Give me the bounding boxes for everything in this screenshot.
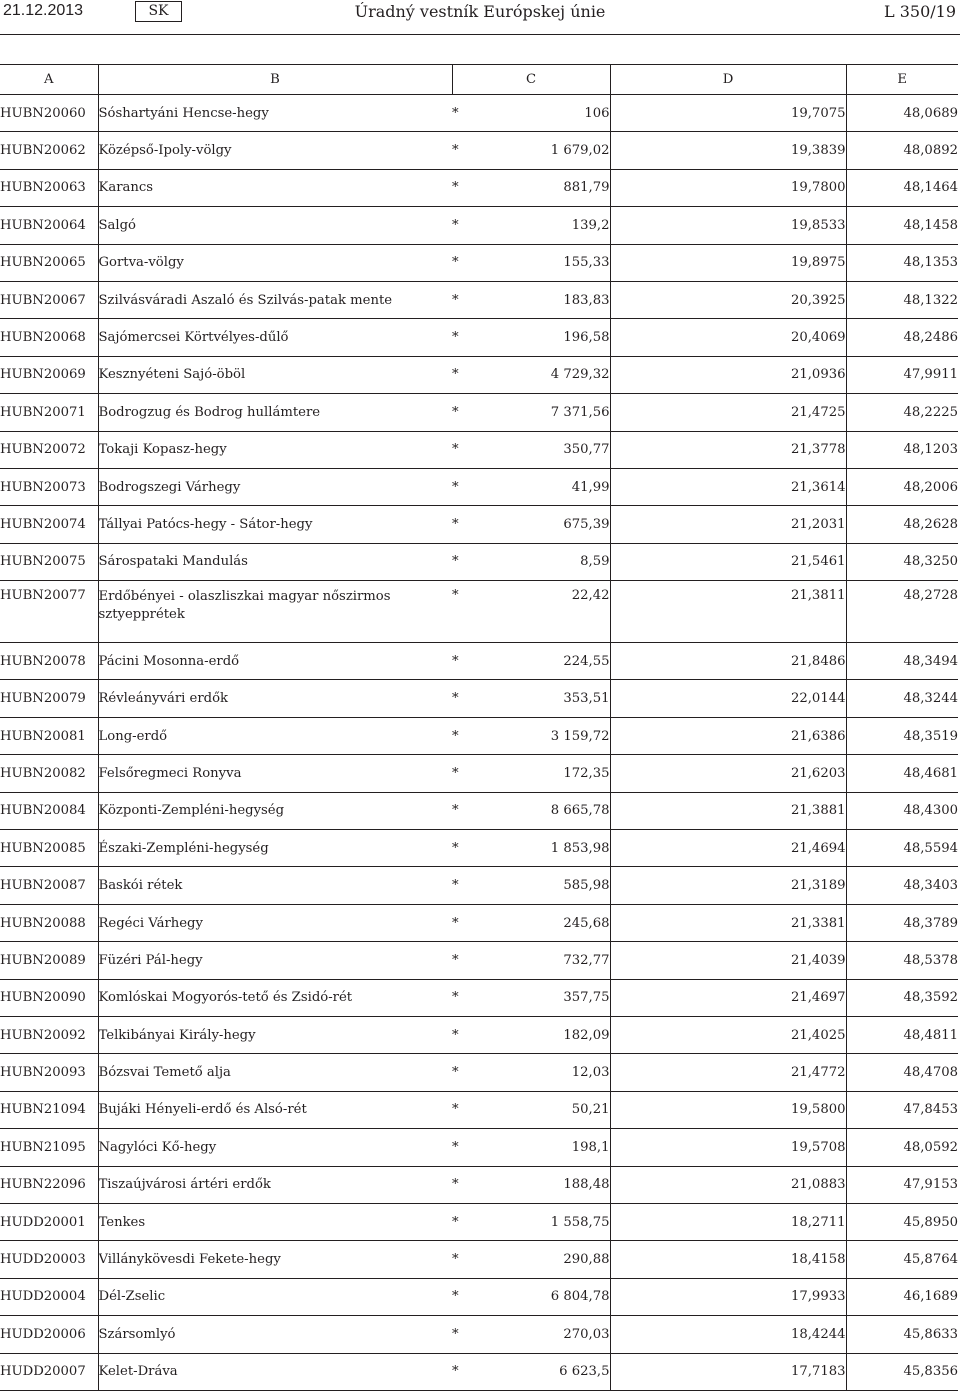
site-code: HUBN20074 — [0, 506, 98, 543]
site-longitude: 21,8486 — [610, 643, 846, 680]
site-longitude: 21,6386 — [610, 717, 846, 754]
site-area: 6 623,5 — [482, 1353, 610, 1390]
priority-marker: * — [452, 1016, 482, 1053]
table-row — [0, 717, 958, 754]
site-latitude: 48,1203 — [846, 431, 958, 468]
site-latitude: 48,3519 — [846, 717, 958, 754]
priority-marker: * — [452, 1316, 482, 1353]
priority-marker: * — [452, 543, 482, 580]
site-code: HUBN20063 — [0, 169, 98, 206]
site-longitude: 19,5708 — [610, 1129, 846, 1166]
site-name: Sajómercsei Körtvélyes-dűlő — [98, 319, 452, 356]
site-latitude: 48,0892 — [846, 132, 958, 169]
table-row — [0, 1203, 958, 1240]
table-row — [0, 468, 958, 505]
site-name: Szilvásváradi Aszaló és Szilvás-patak mente — [98, 281, 452, 318]
priority-marker: * — [452, 431, 482, 468]
site-area: 155,33 — [482, 244, 610, 281]
site-latitude: 48,4811 — [846, 1016, 958, 1053]
site-name: Felsőregmeci Ronyva — [98, 755, 452, 792]
site-name: Telkibányai Király-hegy — [98, 1016, 452, 1053]
site-name: Középső-Ipoly-völgy — [98, 132, 452, 169]
site-area: 6 804,78 — [482, 1278, 610, 1315]
site-longitude: 17,7183 — [610, 1353, 846, 1390]
priority-marker: * — [452, 394, 482, 431]
priority-marker: * — [452, 830, 482, 867]
site-code: HUDD20001 — [0, 1203, 98, 1240]
priority-marker: * — [452, 581, 482, 643]
site-latitude: 48,3244 — [846, 680, 958, 717]
priority-marker: * — [452, 356, 482, 393]
site-latitude: 48,3494 — [846, 643, 958, 680]
site-area: 41,99 — [482, 468, 610, 505]
site-name: Szársomlyó — [98, 1316, 452, 1353]
site-latitude: 48,4681 — [846, 755, 958, 792]
site-longitude: 20,3925 — [610, 281, 846, 318]
site-longitude: 17,9933 — [610, 1278, 846, 1315]
table-row — [0, 244, 958, 281]
site-name: Long-erdő — [98, 717, 452, 754]
site-area: 290,88 — [482, 1241, 610, 1278]
site-code: HUBN21094 — [0, 1091, 98, 1128]
priority-marker: * — [452, 132, 482, 169]
site-name: Tenkes — [98, 1203, 452, 1240]
site-code: HUBN20072 — [0, 431, 98, 468]
table-row — [0, 979, 958, 1016]
site-longitude: 21,4725 — [610, 394, 846, 431]
site-code: HUBN20073 — [0, 468, 98, 505]
table-row — [0, 132, 958, 169]
priority-marker: * — [452, 942, 482, 979]
table-row — [0, 394, 958, 431]
column-header-c: C — [452, 65, 610, 95]
site-latitude: 48,1322 — [846, 281, 958, 318]
table-header-row — [0, 65, 958, 95]
site-code: HUBN20081 — [0, 717, 98, 754]
site-longitude: 18,2711 — [610, 1203, 846, 1240]
site-code: HUBN20085 — [0, 830, 98, 867]
site-area: 139,2 — [482, 207, 610, 244]
site-area: 8,59 — [482, 543, 610, 580]
site-name: Dél-Zselic — [98, 1278, 452, 1315]
priority-marker: * — [452, 1353, 482, 1390]
site-code: HUBN20060 — [0, 95, 98, 132]
site-latitude: 48,4708 — [846, 1054, 958, 1091]
priority-marker: * — [452, 717, 482, 754]
site-latitude: 48,2628 — [846, 506, 958, 543]
site-area: 1 679,02 — [482, 132, 610, 169]
site-latitude: 47,9153 — [846, 1166, 958, 1203]
site-longitude: 21,0883 — [610, 1166, 846, 1203]
site-latitude: 48,1464 — [846, 169, 958, 206]
site-area: 188,48 — [482, 1166, 610, 1203]
site-longitude: 19,7800 — [610, 169, 846, 206]
site-longitude: 21,6203 — [610, 755, 846, 792]
table-row — [0, 506, 958, 543]
site-area: 8 665,78 — [482, 792, 610, 829]
site-latitude: 47,8453 — [846, 1091, 958, 1128]
priority-marker: * — [452, 319, 482, 356]
site-latitude: 48,3250 — [846, 543, 958, 580]
site-longitude: 21,3189 — [610, 867, 846, 904]
site-name: Villánykövesdi Fekete-hegy — [98, 1241, 452, 1278]
column-header-d: D — [610, 65, 846, 95]
site-name: Északi-Zempléni-hegység — [98, 830, 452, 867]
site-area: 50,21 — [482, 1091, 610, 1128]
site-area: 245,68 — [482, 904, 610, 941]
site-longitude: 21,5461 — [610, 543, 846, 580]
table-row — [0, 169, 958, 206]
site-name: Regéci Várhegy — [98, 904, 452, 941]
page-header — [0, 0, 960, 30]
site-code: HUBN20087 — [0, 867, 98, 904]
site-latitude: 48,5594 — [846, 830, 958, 867]
site-area: 182,09 — [482, 1016, 610, 1053]
site-longitude: 19,8975 — [610, 244, 846, 281]
site-latitude: 47,9911 — [846, 356, 958, 393]
site-code: HUDD20006 — [0, 1316, 98, 1353]
site-area: 22,42 — [482, 581, 610, 643]
priority-marker: * — [452, 207, 482, 244]
site-name: Nagylóci Kő-hegy — [98, 1129, 452, 1166]
table-row — [0, 431, 958, 468]
priority-marker: * — [452, 979, 482, 1016]
site-longitude: 21,4025 — [610, 1016, 846, 1053]
site-longitude: 21,4697 — [610, 979, 846, 1016]
site-longitude: 19,8533 — [610, 207, 846, 244]
site-area: 198,1 — [482, 1129, 610, 1166]
table-row — [0, 1241, 958, 1278]
site-area: 4 729,32 — [482, 356, 610, 393]
table-row — [0, 207, 958, 244]
site-area: 172,35 — [482, 755, 610, 792]
site-code: HUBN20079 — [0, 680, 98, 717]
priority-marker: * — [452, 1241, 482, 1278]
priority-marker: * — [452, 244, 482, 281]
site-name: Baskói rétek — [98, 867, 452, 904]
table-row — [0, 904, 958, 941]
priority-marker: * — [452, 1054, 482, 1091]
site-longitude: 21,4694 — [610, 830, 846, 867]
table-row — [0, 1278, 958, 1315]
site-latitude: 48,1353 — [846, 244, 958, 281]
column-header-a: A — [0, 65, 98, 95]
site-latitude: 48,4300 — [846, 792, 958, 829]
table-row — [0, 755, 958, 792]
site-latitude: 48,2225 — [846, 394, 958, 431]
table-row — [0, 356, 958, 393]
site-name: Salgó — [98, 207, 452, 244]
table-row — [0, 1166, 958, 1203]
site-area: 350,77 — [482, 431, 610, 468]
site-name: Gortva-völgy — [98, 244, 452, 281]
site-code: HUBN20067 — [0, 281, 98, 318]
journal-title: Úradný vestník Európskej únie — [354, 2, 606, 21]
table-row — [0, 792, 958, 829]
site-longitude: 19,7075 — [610, 95, 846, 132]
site-name: Sárospataki Mandulás — [98, 543, 452, 580]
site-area: 585,98 — [482, 867, 610, 904]
site-area: 1 558,75 — [482, 1203, 610, 1240]
site-code: HUBN20069 — [0, 356, 98, 393]
site-longitude: 19,3839 — [610, 132, 846, 169]
site-longitude: 19,5800 — [610, 1091, 846, 1128]
priority-marker: * — [452, 1278, 482, 1315]
site-latitude: 45,8356 — [846, 1353, 958, 1390]
site-name: Bujáki Hényeli-erdő és Alsó-rét — [98, 1091, 452, 1128]
site-longitude: 18,4244 — [610, 1316, 846, 1353]
site-code: HUBN20078 — [0, 643, 98, 680]
site-area: 353,51 — [482, 680, 610, 717]
table-row — [0, 543, 958, 580]
site-name: Sóshartyáni Hencse-hegy — [98, 95, 452, 132]
site-latitude: 48,2006 — [846, 468, 958, 505]
site-longitude: 20,4069 — [610, 319, 846, 356]
priority-marker: * — [452, 1129, 482, 1166]
site-code: HUBN20084 — [0, 792, 98, 829]
site-code: HUBN20062 — [0, 132, 98, 169]
site-name: Kelet-Dráva — [98, 1353, 452, 1390]
table-row — [0, 867, 958, 904]
site-code: HUBN20082 — [0, 755, 98, 792]
site-latitude: 48,5378 — [846, 942, 958, 979]
site-code: HUBN20089 — [0, 942, 98, 979]
site-code: HUBN21095 — [0, 1129, 98, 1166]
site-code: HUBN20068 — [0, 319, 98, 356]
priority-marker: * — [452, 281, 482, 318]
site-code: HUBN20093 — [0, 1054, 98, 1091]
site-name: Karancs — [98, 169, 452, 206]
site-latitude: 46,1689 — [846, 1278, 958, 1315]
site-latitude: 48,0689 — [846, 95, 958, 132]
table-row — [0, 1353, 958, 1390]
table-row — [0, 281, 958, 318]
table-row — [0, 680, 958, 717]
site-area: 7 371,56 — [482, 394, 610, 431]
site-code: HUBN20064 — [0, 207, 98, 244]
site-name: Tokaji Kopasz-hegy — [98, 431, 452, 468]
table-row — [0, 581, 958, 643]
table-row — [0, 1091, 958, 1128]
site-code: HUBN20090 — [0, 979, 98, 1016]
table-row — [0, 319, 958, 356]
site-area: 1 853,98 — [482, 830, 610, 867]
priority-marker: * — [452, 904, 482, 941]
table-row — [0, 1016, 958, 1053]
priority-marker: * — [452, 643, 482, 680]
sites-table — [0, 64, 958, 1391]
priority-marker: * — [452, 1203, 482, 1240]
site-area: 196,58 — [482, 319, 610, 356]
priority-marker: * — [452, 169, 482, 206]
site-latitude: 48,3403 — [846, 867, 958, 904]
site-area: 675,39 — [482, 506, 610, 543]
priority-marker: * — [452, 755, 482, 792]
site-area: 270,03 — [482, 1316, 610, 1353]
page-reference: L 350/19 — [884, 2, 956, 21]
site-latitude: 48,2486 — [846, 319, 958, 356]
table-body — [0, 95, 958, 1391]
site-latitude: 45,8764 — [846, 1241, 958, 1278]
site-code: HUDD20003 — [0, 1241, 98, 1278]
site-name: Tállyai Patócs-hegy - Sátor-hegy — [98, 506, 452, 543]
priority-marker: * — [452, 867, 482, 904]
site-area: 732,77 — [482, 942, 610, 979]
priority-marker: * — [452, 680, 482, 717]
site-code: HUBN22096 — [0, 1166, 98, 1203]
site-longitude: 21,3778 — [610, 431, 846, 468]
table-row — [0, 643, 958, 680]
column-header-e: E — [846, 65, 958, 95]
table-row — [0, 1054, 958, 1091]
site-code: HUBN20092 — [0, 1016, 98, 1053]
priority-marker: * — [452, 95, 482, 132]
site-code: HUBN20088 — [0, 904, 98, 941]
column-header-b: B — [98, 65, 452, 95]
site-code: HUBN20065 — [0, 244, 98, 281]
site-name: Komlóskai Mogyorós-tető és Zsidó-rét — [98, 979, 452, 1016]
site-latitude: 45,8633 — [846, 1316, 958, 1353]
table-row — [0, 942, 958, 979]
table-row — [0, 1316, 958, 1353]
site-latitude: 48,1458 — [846, 207, 958, 244]
site-name: Központi-Zempléni-hegység — [98, 792, 452, 829]
site-latitude: 48,0592 — [846, 1129, 958, 1166]
site-code: HUBN20075 — [0, 543, 98, 580]
priority-marker: * — [452, 792, 482, 829]
site-longitude: 21,4039 — [610, 942, 846, 979]
site-longitude: 18,4158 — [610, 1241, 846, 1278]
site-longitude: 21,3381 — [610, 904, 846, 941]
table-row — [0, 830, 958, 867]
site-code: HUDD20007 — [0, 1353, 98, 1390]
site-name: Bodrogzug és Bodrog hullámtere — [98, 394, 452, 431]
site-code: HUBN20077 — [0, 581, 98, 643]
publication-date: 21.12.2013 — [3, 2, 84, 19]
site-longitude: 22,0144 — [610, 680, 846, 717]
site-name: Erdőbényei - olaszliszkai magyar nőszirmos sztyepprétek — [98, 581, 452, 643]
site-area: 881,79 — [482, 169, 610, 206]
priority-marker: * — [452, 468, 482, 505]
site-name: Bózsvai Temető alja — [98, 1054, 452, 1091]
priority-marker: * — [452, 1091, 482, 1128]
site-latitude: 48,3789 — [846, 904, 958, 941]
site-longitude: 21,3614 — [610, 468, 846, 505]
priority-marker: * — [452, 506, 482, 543]
site-name: Füzéri Pál-hegy — [98, 942, 452, 979]
site-longitude: 21,0936 — [610, 356, 846, 393]
priority-marker: * — [452, 1166, 482, 1203]
site-latitude: 45,8950 — [846, 1203, 958, 1240]
site-longitude: 21,3811 — [610, 581, 846, 643]
header-divider — [0, 34, 960, 35]
site-name: Bodrogszegi Várhegy — [98, 468, 452, 505]
site-latitude: 48,3592 — [846, 979, 958, 1016]
site-name: Pácini Mosonna-erdő — [98, 643, 452, 680]
site-name: Kesznyéteni Sajó-öböl — [98, 356, 452, 393]
site-name: Tiszaújvárosi ártéri erdők — [98, 1166, 452, 1203]
site-code: HUDD20004 — [0, 1278, 98, 1315]
site-longitude: 21,4772 — [610, 1054, 846, 1091]
site-longitude: 21,3881 — [610, 792, 846, 829]
site-name: Révleányvári erdők — [98, 680, 452, 717]
table-row — [0, 95, 958, 132]
language-badge: SK — [135, 1, 182, 22]
site-code: HUBN20071 — [0, 394, 98, 431]
site-area: 3 159,72 — [482, 717, 610, 754]
table-row — [0, 1129, 958, 1166]
site-area: 224,55 — [482, 643, 610, 680]
site-longitude: 21,2031 — [610, 506, 846, 543]
site-area: 183,83 — [482, 281, 610, 318]
site-area: 357,75 — [482, 979, 610, 1016]
site-area: 12,03 — [482, 1054, 610, 1091]
site-latitude: 48,2728 — [846, 581, 958, 643]
site-area: 106 — [482, 95, 610, 132]
